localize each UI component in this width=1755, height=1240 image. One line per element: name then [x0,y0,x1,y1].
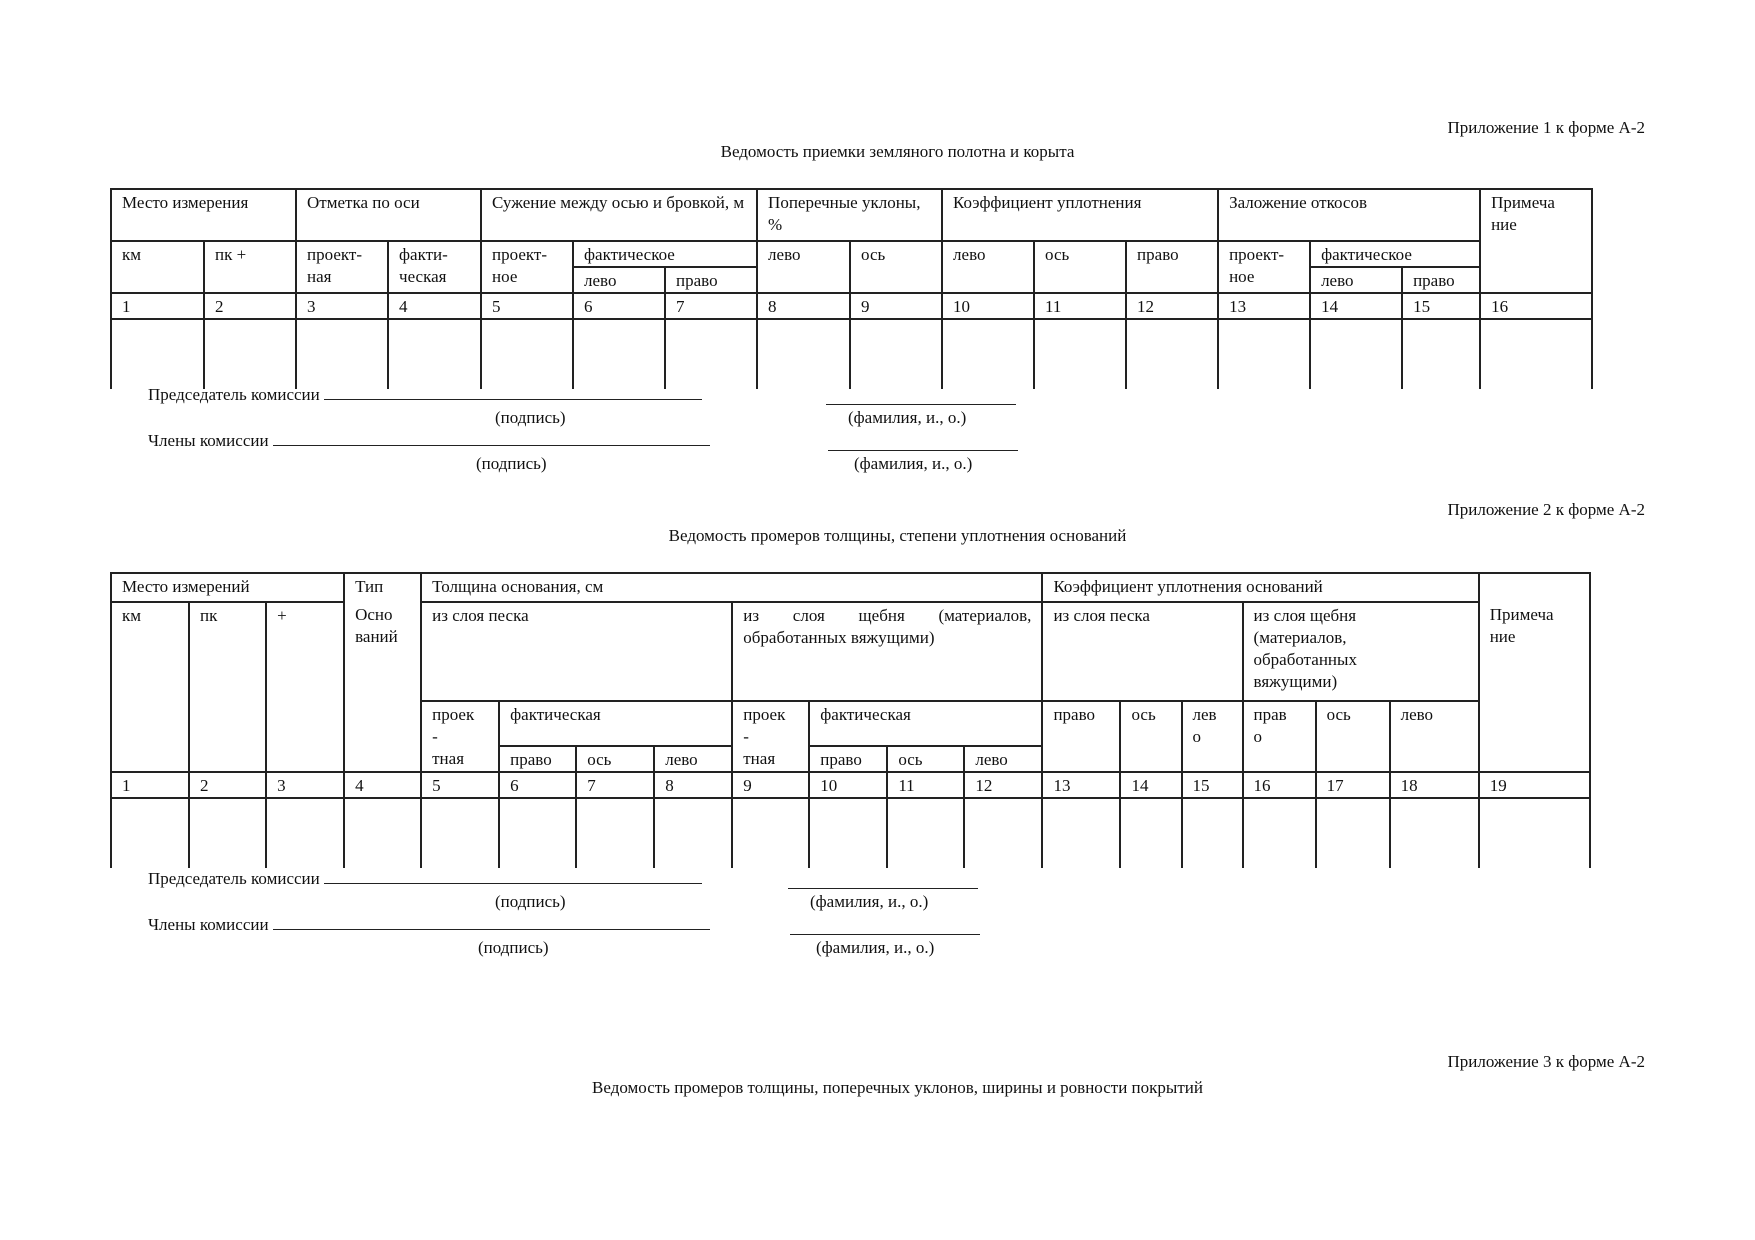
km-header: км [111,602,189,772]
note-header: Примеча ние [1479,573,1590,772]
col-num: 13 [1218,293,1310,319]
header-row-2 [111,241,1592,267]
thickness-header: Толщина основания, см [421,573,1042,602]
pk-header: пк [189,602,266,772]
chairman-name-line[interactable] [826,390,1016,405]
data-cell[interactable] [809,798,887,868]
data-cell[interactable] [1042,798,1120,868]
coef-sand-axis: ось [1120,701,1181,772]
col-num: 2 [204,293,296,319]
gravel-fact-right: право [809,746,887,772]
col-num: 12 [964,772,1042,798]
plus-header: + [266,602,344,772]
gravel-coef-header: из слоя щебня (материалов, обработанных вяжущими) [1243,602,1479,701]
laying-proj-header: проект- ное [1218,241,1310,293]
data-cell[interactable] [296,319,388,389]
col-num: 10 [942,293,1034,319]
chairman-signature-line[interactable] [324,869,702,884]
note-header: Примеча ние [1480,189,1592,293]
col-num: 7 [665,293,757,319]
coef-header: Коэффициент уплотнения [942,189,1218,241]
header-row-1 [111,189,1592,241]
col-num: 1 [111,293,204,319]
coef-gravel-axis: ось [1316,701,1390,772]
place-header: Место измерений [111,573,344,602]
members-name-line[interactable] [790,920,980,935]
chairman-label: Председатель комиссии [148,385,320,404]
appendix-3-title: Ведомость промеров толщины, поперечных уклонов, ширины и ровности покрытий [592,1078,1203,1097]
data-cell[interactable] [111,798,189,868]
col-num: 4 [344,772,421,798]
slope-left-header: лево [757,241,850,293]
data-cell[interactable] [850,319,942,389]
slope-axis-header: ось [850,241,942,293]
col-num: 13 [1042,772,1120,798]
chairman-signature-2 [148,869,702,889]
chairman-label: Председатель комиссии [148,869,320,888]
data-cell[interactable] [1126,319,1218,389]
col-num: 18 [1390,772,1479,798]
header-row-1 [111,573,1590,602]
km-header: км [111,241,204,293]
members-signature-line[interactable] [273,915,710,930]
data-cell[interactable] [887,798,964,868]
members-signature-line[interactable] [273,431,710,446]
members-label: Члены комиссии [148,431,269,450]
sand-fact-right: право [499,746,576,772]
data-cell[interactable] [1479,798,1590,868]
data-cell[interactable] [421,798,499,868]
gravel-proj-header: проек - тная [732,701,809,772]
col-num: 6 [573,293,665,319]
col-num: 9 [850,293,942,319]
sand-fact-header: фактическая [499,701,732,746]
data-cell[interactable] [665,319,757,389]
col-num: 5 [481,293,573,319]
narrow-fact-header: фактическое [573,241,757,267]
signature-caption: (подпись) [495,892,566,911]
col-num: 17 [1316,772,1390,798]
data-cell[interactable] [344,798,421,868]
appendix-2-label: Приложение 2 к форме А-2 [1447,500,1645,519]
members-name-line[interactable] [828,436,1018,451]
data-cell[interactable] [1316,798,1390,868]
base-thickness-table [110,572,1591,868]
chairman-name-line[interactable] [788,874,978,889]
type-header: Тип Осно ваний [344,573,421,772]
chairman-signature-line[interactable] [324,385,702,400]
gravel-thickness-header: из слоя щебня (материалов, обработанных вяжущими) [732,602,1042,701]
coef-axis-header: ось [1034,241,1126,293]
narrowing-header: Сужение между осью и бровкой, м [481,189,757,241]
data-cell[interactable] [576,798,654,868]
col-num: 8 [654,772,732,798]
col-num: 3 [266,772,344,798]
coef-right-header: право [1126,241,1218,293]
gravel-fact-left: лево [964,746,1042,772]
data-cell[interactable] [1310,319,1402,389]
appendix-1-label: Приложение 1 к форме А-2 [1447,118,1645,137]
col-num: 2 [189,772,266,798]
data-cell[interactable] [189,798,266,868]
col-num: 1 [111,772,189,798]
data-cell[interactable] [266,798,344,868]
col-num: 7 [576,772,654,798]
data-cell[interactable] [1120,798,1181,868]
data-row [111,798,1590,868]
data-cell[interactable] [1034,319,1126,389]
coef-gravel-right: прав о [1243,701,1316,772]
sand-coef-header: из слоя песка [1042,602,1242,701]
data-cell[interactable] [964,798,1042,868]
col-num: 16 [1480,293,1592,319]
coef-sand-left: лев о [1182,701,1243,772]
col-num: 10 [809,772,887,798]
signature-caption: (подпись) [476,454,547,473]
data-cell[interactable] [573,319,665,389]
appendix-2-title: Ведомость промеров толщины, степени уплотнения оснований [668,526,1127,545]
data-cell[interactable] [732,798,809,868]
members-label: Члены комиссии [148,915,269,934]
appendix-3-label: Приложение 3 к форме А-2 [1447,1052,1645,1071]
data-cell[interactable] [1390,798,1479,868]
column-numbers-row [111,772,1590,798]
mark-fact-header: факти- ческая [388,241,481,293]
mark-proj-header: проект- ная [296,241,388,293]
gravel-fact-header: фактическая [809,701,1042,746]
name-caption: (фамилия, и., о.) [854,454,973,473]
name-caption: (фамилия, и., о.) [848,408,967,427]
data-cell[interactable] [757,319,850,389]
data-cell[interactable] [481,319,573,389]
data-cell[interactable] [654,798,732,868]
data-cell[interactable] [499,798,576,868]
col-num: 6 [499,772,576,798]
header-row-2 [111,602,1590,701]
coef-left-header: лево [942,241,1034,293]
name-caption: (фамилия, и., о.) [816,938,935,957]
sand-proj-header: проек - тная [421,701,499,772]
name-caption: (фамилия, и., о.) [810,892,929,911]
col-num: 12 [1126,293,1218,319]
place-header: Место измерения [111,189,296,241]
data-cell[interactable] [1402,319,1480,389]
mark-header: Отметка по оси [296,189,481,241]
col-num: 19 [1479,772,1590,798]
data-cell[interactable] [1182,798,1243,868]
col-num: 14 [1120,772,1181,798]
col-num: 11 [1034,293,1126,319]
col-num: 16 [1243,772,1316,798]
coef-sand-right: право [1042,701,1120,772]
data-cell[interactable] [942,319,1034,389]
narrow-proj-header: проект- ное [481,241,573,293]
col-num: 4 [388,293,481,319]
laying-fact-right: право [1402,267,1480,293]
laying-fact-left: лево [1310,267,1402,293]
col-num: 9 [732,772,809,798]
sand-fact-axis: ось [576,746,654,772]
column-numbers-row [111,293,1592,319]
narrow-fact-right: право [665,267,757,293]
data-row [111,319,1592,389]
sand-fact-left: лево [654,746,732,772]
members-signature-1 [148,431,710,451]
coef-header: Коэффициент уплотнения оснований [1042,573,1478,602]
data-cell[interactable] [204,319,296,389]
data-cell[interactable] [1218,319,1310,389]
data-cell[interactable] [111,319,204,389]
slopes-header: Поперечные уклоны, % [757,189,942,241]
pk-header: пк + [204,241,296,293]
chairman-signature-1 [148,385,702,405]
members-signature-2 [148,915,710,935]
narrow-fact-left: лево [573,267,665,293]
data-cell[interactable] [1243,798,1316,868]
col-num: 8 [757,293,850,319]
data-cell[interactable] [388,319,481,389]
data-cell[interactable] [1480,319,1592,389]
gravel-fact-axis: ось [887,746,964,772]
laying-header: Заложение откосов [1218,189,1480,241]
signature-caption: (подпись) [478,938,549,957]
col-num: 14 [1310,293,1402,319]
col-num: 15 [1182,772,1243,798]
col-num: 15 [1402,293,1480,319]
coef-gravel-left: лево [1390,701,1479,772]
acceptance-table [110,188,1593,389]
col-num: 5 [421,772,499,798]
signature-caption: (подпись) [495,408,566,427]
col-num: 3 [296,293,388,319]
appendix-1-title: Ведомость приемки земляного полотна и корыта [720,142,1075,161]
laying-fact-header: фактическое [1310,241,1480,267]
col-num: 11 [887,772,964,798]
sand-thickness-header: из слоя песка [421,602,732,701]
